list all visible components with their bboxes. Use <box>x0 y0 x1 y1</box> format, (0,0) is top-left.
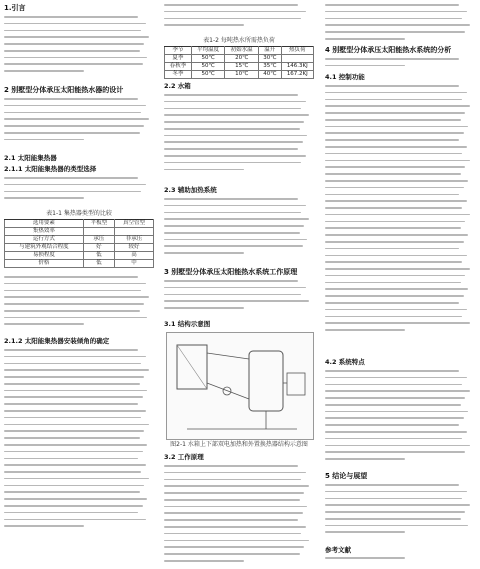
text-line-placeholder <box>4 444 147 446</box>
text-block <box>325 4 471 45</box>
text-line-placeholder <box>325 248 459 250</box>
text-line-placeholder <box>4 98 138 100</box>
text-line-placeholder <box>164 519 298 521</box>
text-line-placeholder <box>325 458 405 460</box>
text-line-placeholder <box>325 65 405 67</box>
subsection-heading-collector: 2.1 太阳能集热器 <box>4 154 57 162</box>
text-line-placeholder <box>164 169 244 171</box>
text-line-placeholder <box>325 491 467 493</box>
table-cell <box>114 228 153 236</box>
text-line-placeholder <box>4 464 146 466</box>
text-line-placeholder <box>325 511 465 513</box>
text-line-placeholder <box>325 275 465 277</box>
text-line-placeholder <box>4 57 147 59</box>
text-line-placeholder <box>325 268 470 270</box>
text-block <box>325 557 471 564</box>
text-line-placeholder <box>164 300 309 302</box>
text-line-placeholder <box>325 241 464 243</box>
text-line-placeholder <box>325 214 470 216</box>
text-line-placeholder <box>325 302 459 304</box>
table-cell: 与建筑外观结合程度 <box>5 244 84 252</box>
text-line-placeholder <box>4 498 147 500</box>
table-1 <box>4 219 154 268</box>
subsection-heading-features: 4.2 系统特点 <box>325 358 365 366</box>
text-block <box>4 98 150 145</box>
table-cell: 50℃ <box>191 55 225 63</box>
text-line-placeholder <box>325 288 468 290</box>
text-line-placeholder <box>4 296 149 298</box>
text-line-placeholder <box>325 322 470 324</box>
text-line-placeholder <box>164 135 307 137</box>
table-cell: 冬季 <box>165 71 192 79</box>
text-line-placeholder <box>325 58 459 60</box>
table-row <box>5 228 154 236</box>
text-line-placeholder <box>4 283 146 285</box>
text-line-placeholder <box>164 128 300 130</box>
table-cell: 低 <box>83 252 114 260</box>
text-line-placeholder <box>325 504 470 506</box>
text-line-placeholder <box>4 310 140 312</box>
text-line-placeholder <box>325 105 470 107</box>
text-line-placeholder <box>325 557 405 559</box>
text-line-placeholder <box>4 191 141 193</box>
text-line-placeholder <box>4 16 138 18</box>
table-cell: 20℃ <box>225 55 259 63</box>
table-row <box>5 244 154 252</box>
text-line-placeholder <box>164 560 244 562</box>
text-line-placeholder <box>325 255 467 257</box>
text-line-placeholder <box>4 43 144 45</box>
table-header-cell: 真空管型 <box>114 220 153 228</box>
text-line-placeholder <box>325 173 461 175</box>
text-block <box>325 370 471 465</box>
text-line-placeholder <box>325 38 405 40</box>
text-line-placeholder <box>325 451 465 453</box>
table-header-cell: 季节 <box>165 47 192 55</box>
text-line-placeholder <box>164 198 298 200</box>
text-line-placeholder <box>4 125 144 127</box>
table-cell: 好 <box>83 244 114 252</box>
table-cell: 低 <box>83 260 114 268</box>
text-line-placeholder <box>325 99 462 101</box>
text-line-placeholder <box>325 431 467 433</box>
text-line-placeholder <box>325 18 462 20</box>
text-line-placeholder <box>164 287 306 289</box>
text-line-placeholder <box>164 307 244 309</box>
text-line-placeholder <box>4 323 84 325</box>
text-line-placeholder <box>164 492 304 494</box>
text-line-placeholder <box>164 101 306 103</box>
text-line-placeholder <box>164 24 244 26</box>
text-line-placeholder <box>4 383 140 385</box>
table-cell: 春秋季 <box>165 63 192 71</box>
text-line-placeholder <box>164 225 304 227</box>
table-cell: 易损程度 <box>5 252 84 260</box>
text-line-placeholder <box>4 356 146 358</box>
text-line-placeholder <box>4 105 146 107</box>
text-line-placeholder <box>325 166 465 168</box>
table-cell: 中 <box>114 260 153 268</box>
section-heading-design: 2 别墅型分体承压太阳能热水器的设计 <box>4 86 124 94</box>
text-block <box>325 85 471 336</box>
table-cell <box>83 228 114 236</box>
table-cell: 167.2KJ <box>281 71 313 79</box>
text-line-placeholder <box>325 31 465 33</box>
text-line-placeholder <box>4 396 143 398</box>
subsection-heading-tank: 2.2 水箱 <box>164 82 191 90</box>
table-row <box>5 236 154 244</box>
table-row <box>165 55 314 63</box>
text-line-placeholder <box>164 512 303 514</box>
text-line-placeholder <box>325 194 459 196</box>
text-line-placeholder <box>164 205 306 207</box>
text-line-placeholder <box>325 498 462 500</box>
subsection-heading-control: 4.1 控制功能 <box>325 73 365 81</box>
text-line-placeholder <box>4 369 149 371</box>
text-line-placeholder <box>4 512 138 514</box>
table-cell: 运行方式 <box>5 236 84 244</box>
text-line-placeholder <box>4 30 141 32</box>
text-line-placeholder <box>164 472 306 474</box>
text-line-placeholder <box>325 153 462 155</box>
table-2-caption: 表1-2 每吨热水所需热负荷 <box>203 37 275 44</box>
text-line-placeholder <box>325 329 405 331</box>
text-line-placeholder <box>325 180 468 182</box>
text-block <box>325 58 471 72</box>
text-line-placeholder <box>4 63 143 65</box>
text-block <box>164 280 310 314</box>
text-block <box>164 198 310 259</box>
text-line-placeholder <box>164 4 298 6</box>
text-block <box>4 16 150 77</box>
text-line-placeholder <box>164 245 303 247</box>
text-line-placeholder <box>164 94 298 96</box>
section-heading-introduction: 1.引言 <box>4 4 26 12</box>
text-line-placeholder <box>164 294 301 296</box>
text-line-placeholder <box>4 36 149 38</box>
text-line-placeholder <box>325 187 464 189</box>
text-line-placeholder <box>4 290 141 292</box>
text-line-placeholder <box>4 303 144 305</box>
figure-exchanger-shape <box>287 373 305 395</box>
text-line-placeholder <box>4 23 146 25</box>
text-line-placeholder <box>325 295 464 297</box>
section-heading-conclusion: 5 结论与展望 <box>325 472 368 480</box>
text-line-placeholder <box>164 18 301 20</box>
text-block <box>4 276 150 330</box>
table-1-caption: 表1-1 集热器类型的比较 <box>46 210 112 217</box>
table-cell <box>281 55 313 63</box>
text-line-placeholder <box>164 499 300 501</box>
text-line-placeholder <box>325 119 461 121</box>
text-block <box>164 94 310 175</box>
text-line-placeholder <box>164 162 301 164</box>
text-line-placeholder <box>325 24 470 26</box>
text-line-placeholder <box>4 417 141 419</box>
table-cell: 非承压 <box>114 236 153 244</box>
text-line-placeholder <box>164 280 298 282</box>
text-line-placeholder <box>164 553 300 555</box>
text-line-placeholder <box>4 184 146 186</box>
text-line-placeholder <box>164 506 307 508</box>
text-line-placeholder <box>4 112 141 114</box>
text-line-placeholder <box>325 411 468 413</box>
subsection-heading-auxiliary-heating: 2.3 辅助加热系统 <box>164 186 217 194</box>
text-line-placeholder <box>4 118 149 120</box>
table-cell: 30℃ <box>258 55 281 63</box>
table-cell: 35℃ <box>258 63 281 71</box>
text-block <box>164 4 310 31</box>
text-line-placeholder <box>325 227 461 229</box>
table-header-cell: 选用要素 <box>5 220 84 228</box>
text-line-placeholder <box>325 146 467 148</box>
text-line-placeholder <box>164 218 309 220</box>
table-cell: 10℃ <box>225 71 259 79</box>
table-row <box>165 71 314 79</box>
text-line-placeholder <box>325 384 462 386</box>
text-line-placeholder <box>325 438 462 440</box>
text-line-placeholder <box>4 70 84 72</box>
table-cell: 价格 <box>5 260 84 268</box>
text-line-placeholder <box>164 155 306 157</box>
text-line-placeholder <box>325 484 459 486</box>
text-line-placeholder <box>4 430 144 432</box>
figure-collector-hatch <box>177 345 207 389</box>
text-line-placeholder <box>4 177 138 179</box>
text-line-placeholder <box>325 132 464 134</box>
text-line-placeholder <box>164 465 298 467</box>
section-heading-working-principle: 3 别墅型分体承压太阳能热水系统工作原理 <box>164 268 298 276</box>
table-cell: 40℃ <box>258 71 281 79</box>
text-line-placeholder <box>4 410 146 412</box>
figure-tank-shape <box>249 351 283 411</box>
text-line-placeholder <box>325 261 462 263</box>
table-cell: 高 <box>114 252 153 260</box>
figure-system-structure <box>166 332 314 440</box>
text-line-placeholder <box>164 141 303 143</box>
text-line-placeholder <box>4 403 138 405</box>
text-line-placeholder <box>4 451 143 453</box>
text-block <box>4 349 150 532</box>
figure-caption: 图2-1 水箱上下部双电加热和外置换热器结构示意图 <box>170 441 308 448</box>
table-cell: 较好 <box>114 244 153 252</box>
figure-pipe <box>207 353 249 359</box>
text-line-placeholder <box>325 445 470 447</box>
text-line-placeholder <box>4 505 143 507</box>
text-line-placeholder <box>325 397 465 399</box>
text-line-placeholder <box>4 349 138 351</box>
text-line-placeholder <box>325 417 464 419</box>
text-line-placeholder <box>4 485 144 487</box>
text-line-placeholder <box>325 221 465 223</box>
text-line-placeholder <box>164 148 298 150</box>
table-cell: 146.3KJ <box>281 63 313 71</box>
text-line-placeholder <box>164 114 309 116</box>
text-line-placeholder <box>325 112 465 114</box>
table-row <box>5 260 154 268</box>
text-line-placeholder <box>4 317 147 319</box>
text-line-placeholder <box>325 531 405 533</box>
table-cell: 承压 <box>83 236 114 244</box>
text-line-placeholder <box>4 424 149 426</box>
text-block <box>4 177 150 204</box>
text-line-placeholder <box>325 282 461 284</box>
text-line-placeholder <box>325 11 467 13</box>
text-line-placeholder <box>325 92 467 94</box>
table-header-cell: 热负荷 <box>281 47 313 55</box>
text-line-placeholder <box>4 139 84 141</box>
text-line-placeholder <box>325 370 459 372</box>
table-header-cell: 平均温度 <box>191 47 225 55</box>
subsection-heading-collector-type: 2.1.1 太阳能集热器的类型选择 <box>4 165 97 173</box>
section-heading-analysis: 4 别墅型分体承压太阳能热水系统的分析 <box>325 46 452 54</box>
text-line-placeholder <box>325 377 467 379</box>
text-line-placeholder <box>4 525 84 527</box>
text-line-placeholder <box>325 316 462 318</box>
text-block <box>164 465 310 567</box>
references-heading: 参考文献 <box>325 546 351 554</box>
text-line-placeholder <box>325 518 461 520</box>
table-header-cell: 温升 <box>258 47 281 55</box>
text-line-placeholder <box>164 212 301 214</box>
text-line-placeholder <box>164 485 309 487</box>
text-line-placeholder <box>325 309 467 311</box>
text-line-placeholder <box>4 519 146 521</box>
table-cell: 集热效率 <box>5 228 84 236</box>
figure-diagram <box>167 333 313 439</box>
text-line-placeholder <box>4 471 141 473</box>
text-line-placeholder <box>325 404 461 406</box>
text-line-placeholder <box>4 437 140 439</box>
text-line-placeholder <box>4 376 144 378</box>
text-line-placeholder <box>4 478 149 480</box>
subsection-heading-structure-diagram: 3.1 结构示意图 <box>164 320 211 328</box>
text-line-placeholder <box>325 207 462 209</box>
table-2 <box>164 46 314 79</box>
text-line-placeholder <box>325 200 467 202</box>
table-header-cell: 初始水温 <box>225 47 259 55</box>
text-line-placeholder <box>325 424 459 426</box>
text-line-placeholder <box>4 363 141 365</box>
text-line-placeholder <box>164 252 244 254</box>
table-row <box>165 63 314 71</box>
table-cell: 15℃ <box>225 63 259 71</box>
table-row <box>5 252 154 260</box>
text-line-placeholder <box>164 526 306 528</box>
text-line-placeholder <box>325 234 468 236</box>
text-line-placeholder <box>164 540 309 542</box>
table-header-cell: 平板型 <box>83 220 114 228</box>
text-line-placeholder <box>4 458 138 460</box>
text-line-placeholder <box>4 50 140 52</box>
text-line-placeholder <box>4 132 140 134</box>
text-line-placeholder <box>325 85 459 87</box>
table-cell: 夏季 <box>165 55 192 63</box>
text-line-placeholder <box>325 160 470 162</box>
text-line-placeholder <box>164 11 306 13</box>
text-line-placeholder <box>325 4 459 6</box>
text-line-placeholder <box>164 479 301 481</box>
text-line-placeholder <box>164 239 307 241</box>
table-cell: 50℃ <box>191 63 225 71</box>
text-line-placeholder <box>164 533 301 535</box>
text-line-placeholder <box>164 121 304 123</box>
text-line-placeholder <box>4 276 138 278</box>
text-line-placeholder <box>4 390 147 392</box>
text-line-placeholder <box>164 232 300 234</box>
text-line-placeholder <box>325 139 459 141</box>
text-line-placeholder <box>4 197 84 199</box>
figure-pipe <box>207 383 249 399</box>
table-cell: 50℃ <box>191 71 225 79</box>
text-line-placeholder <box>325 390 470 392</box>
text-line-placeholder <box>325 126 468 128</box>
subsection-heading-principle: 3.2 工作原理 <box>164 453 204 461</box>
subsection-heading-tilt-angle: 2.1.2 太阳能集热器安装倾角的确定 <box>4 337 110 345</box>
text-block <box>325 484 471 538</box>
text-line-placeholder <box>325 525 468 527</box>
text-line-placeholder <box>164 108 301 110</box>
text-line-placeholder <box>4 491 140 493</box>
text-line-placeholder <box>164 546 304 548</box>
